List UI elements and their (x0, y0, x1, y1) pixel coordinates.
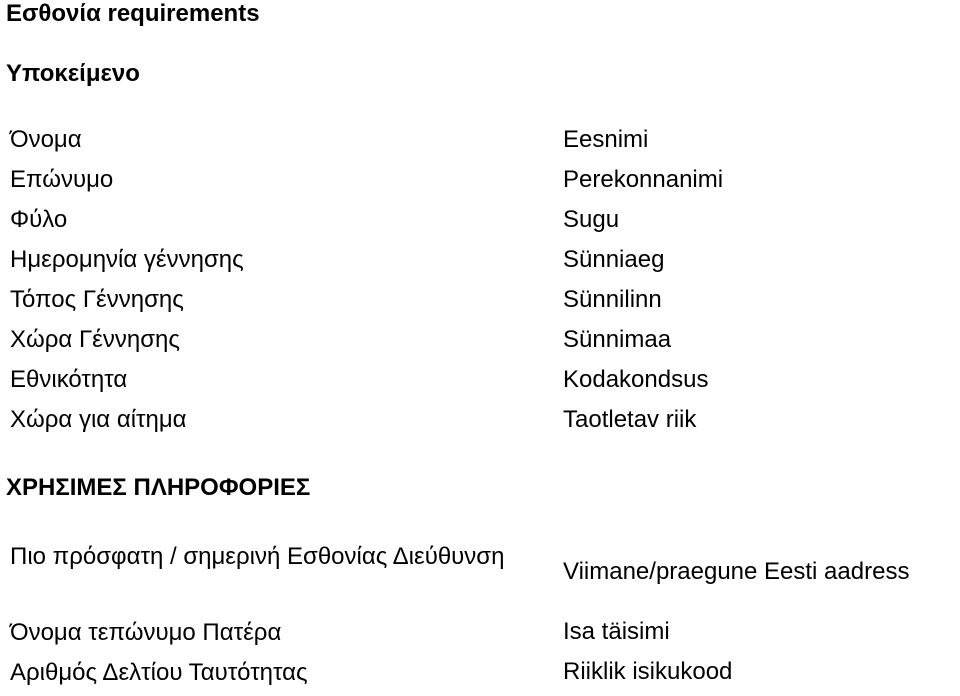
field-value: Taotletav riik (563, 406, 697, 433)
field-label: Φύλο (10, 206, 68, 233)
subject-heading: Υποκείμενο (6, 60, 140, 87)
field-value: Sünnimaa (563, 326, 672, 353)
field-row (0, 284, 960, 324)
field-row (0, 164, 960, 204)
subject-fields-list (0, 124, 960, 444)
info-row (0, 540, 960, 616)
field-label: Εθνικότητα (10, 366, 128, 393)
field-row (0, 124, 960, 164)
field-row (0, 404, 960, 444)
field-label: Χώρα Γέννησης (10, 326, 180, 353)
field-row (0, 244, 960, 284)
field-label: Επώνυμο (10, 166, 114, 193)
info-value: Viimane/praegune Eesti aadress (563, 558, 910, 585)
useful-info-heading: ΧΡΗΣΙΜΕΣ ΠΛΗΡΟΦΟΡΙΕΣ (6, 474, 311, 501)
field-value: Sugu (563, 206, 620, 233)
info-row (0, 656, 960, 696)
field-label: Χώρα για αίτημα (10, 406, 187, 433)
info-row (0, 616, 960, 656)
page-title: Εσθονία requirements (6, 0, 260, 27)
info-value: Riiklik isikukood (563, 658, 733, 685)
useful-info-list (0, 540, 960, 696)
field-label: Όνομα (10, 126, 82, 153)
field-value: Kodakondsus (563, 366, 709, 393)
field-value: Perekonnanimi (563, 166, 724, 193)
field-row (0, 324, 960, 364)
info-label: Αριθμός Δελτίου Ταυτότητας (10, 659, 308, 686)
field-value: Sünniaeg (563, 246, 665, 273)
field-value: Eesnimi (563, 126, 649, 153)
info-value: Isa täisimi (563, 618, 670, 645)
field-row (0, 364, 960, 404)
field-value: Sünnilinn (563, 286, 662, 313)
info-label: Πιο πρόσφατη / σημερινή Εσθονίας Διεύθυνση (10, 543, 505, 570)
field-label: Ημερομηνία γέννησης (10, 246, 244, 273)
info-label: Όνομα τεπώνυμο Πατέρα (10, 619, 282, 646)
field-row (0, 204, 960, 244)
field-label: Τόπος Γέννησης (10, 286, 184, 313)
